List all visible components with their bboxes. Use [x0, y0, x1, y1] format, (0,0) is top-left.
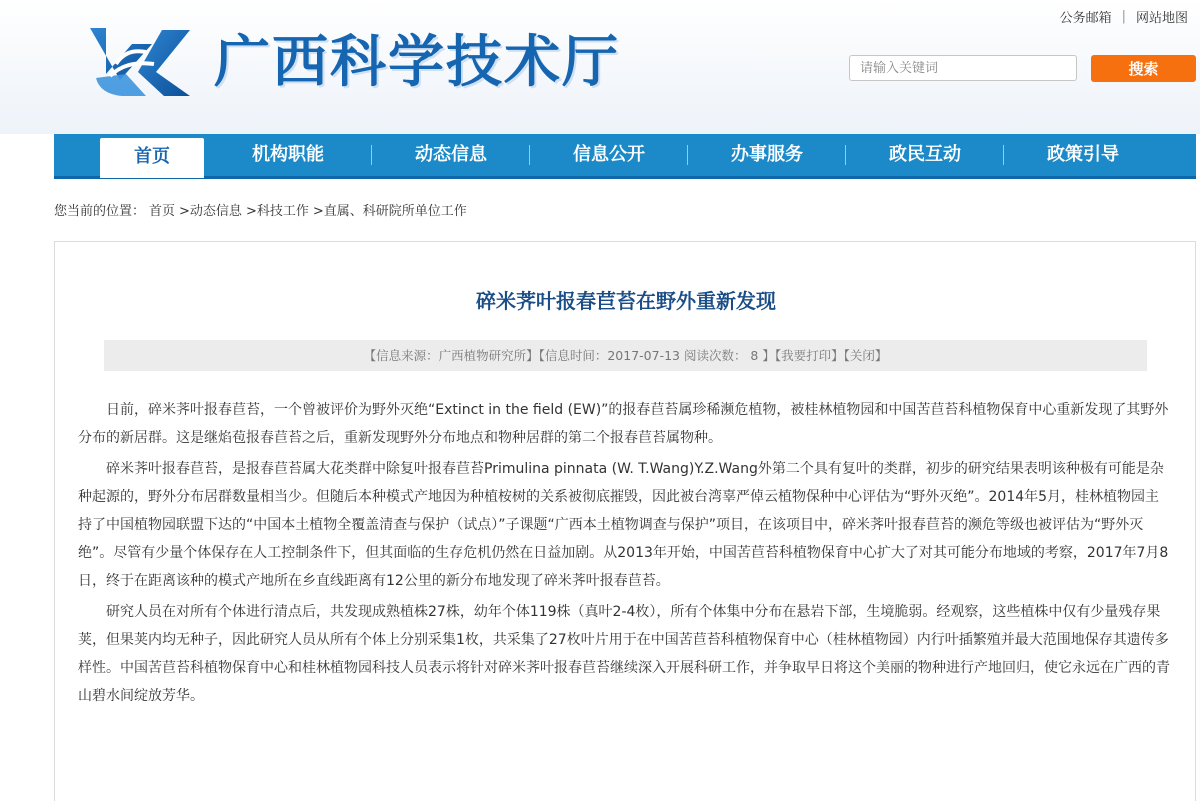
breadcrumb-news[interactable]: >动态信息 [179, 204, 242, 219]
top-links [1060, 7, 1188, 26]
nav-item-label: 政民互动 [889, 144, 961, 165]
article-meta [104, 340, 1147, 371]
nav-item-public-info[interactable] [530, 134, 688, 176]
breadcrumb-prefix: 您当前的位置： [54, 204, 146, 219]
nav-item-organization[interactable] [204, 134, 372, 176]
article-paragraph: 日前，碎米荠叶报春苣苔，一个曾被评价为野外灭绝“Extinct in the field (EW)”的报春苣苔属珍稀濒危植物，被桂林植物园和中国苦苣苔科植物保育中心重新发现了其野外分布的新居群。这是继焰苞报春苣苔之后，重新发现野外分布地点和物种居群的第二个报春苣苔属物种。 [78, 402, 1169, 446]
site-title[interactable]: 广西科学技术厅 [214, 30, 620, 95]
nav-item-services[interactable] [688, 134, 846, 176]
nav-item-interaction[interactable] [846, 134, 1004, 176]
top-links-separator: | [1121, 9, 1126, 24]
meta-time: 【信息时间：2017-07-13 阅读次数： 8 】 [538, 348, 775, 363]
article-paragraph: 碎米荠叶报春苣苔，是报春苣苔属大花类群中除复叶报春苣苔Primulina pinnata (W. T.Wang)Y.Z.Wang外第二个具有复叶的类群，初步的研究结果表明该种极有可能是杂种起源的，野外分布居群数量相当少。但随后本种模式产地因为种植桉树的关系被彻底摧毁，因此被台湾辜严倬云植物保种中心评估为“野外灭绝”。2014年5月，桂林植物园主持了中国植物园联盟下达的“中国本土植物全覆盖清查与保护（试点）”子课题“广西本土植物调查与保护”项目，在该项目中，碎米荠叶报春苣苔的濒危等级也被评估为“野外灭绝”。尽管有少量个体保存在人工控制条件下，但其面临的生存危机仍然在日益加剧。从2013年开始，中国苦苣苔科植物保育中心扩大了对其可能分布地域的考察，2017年7月8日，终于在距离该种的模式产地所在乡直线距离有12公里的新分布地发现了碎米荠叶报春苣苔。 [78, 461, 1169, 589]
meta-source: 【信息来源：广西植物研究所】 [363, 348, 539, 363]
print-button[interactable]: 【我要打印】 [774, 348, 844, 363]
nav-item-home[interactable]: 首页 [100, 138, 204, 178]
nav-item-label: 信息公开 [573, 144, 645, 165]
article-title: 碎米荠叶报春苣苔在野外重新发现 [476, 289, 776, 313]
nav-item-label: 办事服务 [731, 144, 803, 165]
nav-item-label: 政策引导 [1047, 144, 1119, 165]
breadcrumb-home[interactable]: 首页 [149, 204, 176, 219]
mailbox-link[interactable]: 公务邮箱 [1059, 11, 1112, 26]
article-body [78, 396, 1172, 713]
sitemap-link[interactable]: 网站地图 [1135, 11, 1188, 26]
nav-item-news[interactable] [372, 134, 530, 176]
article-paragraph: 研究人员在对所有个体进行清点后，共发现成熟植株27株，幼年个体119株（真叶2-4枚），所有个体集中分布在悬岩下部，生境脆弱。经观察，这些植株中仅有少量残存果荚，但果荚内均无种子，因此研究人员从所有个体上分别采集1枚，共采集了27枚叶片用于在中国苦苣苔科植物保育中心（桂林植物园）内行叶插繁殖并最大范围地保存其遗传多样性。中国苦苣苔科植物保育中心和桂林植物园科技人员表示将针对碎米荠叶报春苣苔继续深入开展科研工作，并争取早日将这个美丽的物种进行产地回归，使它永远在广西的青山碧水间绽放芳华。 [78, 604, 1170, 704]
search-button[interactable]: 搜索 [1091, 55, 1196, 82]
nav-item-policy[interactable] [1004, 134, 1162, 176]
nav-item-label: 机构职能 [252, 144, 324, 165]
breadcrumb-sci-tech[interactable]: >科技工作 [245, 204, 309, 219]
breadcrumb [54, 200, 471, 219]
nav-item-label: 动态信息 [415, 144, 487, 165]
search-input[interactable] [849, 55, 1077, 81]
close-button[interactable]: 【关闭】 [843, 348, 888, 363]
breadcrumb-institutes[interactable]: >直属、科研院所单位工作 [312, 204, 467, 219]
main-nav [54, 134, 1196, 179]
site-logo-icon[interactable] [86, 24, 196, 100]
